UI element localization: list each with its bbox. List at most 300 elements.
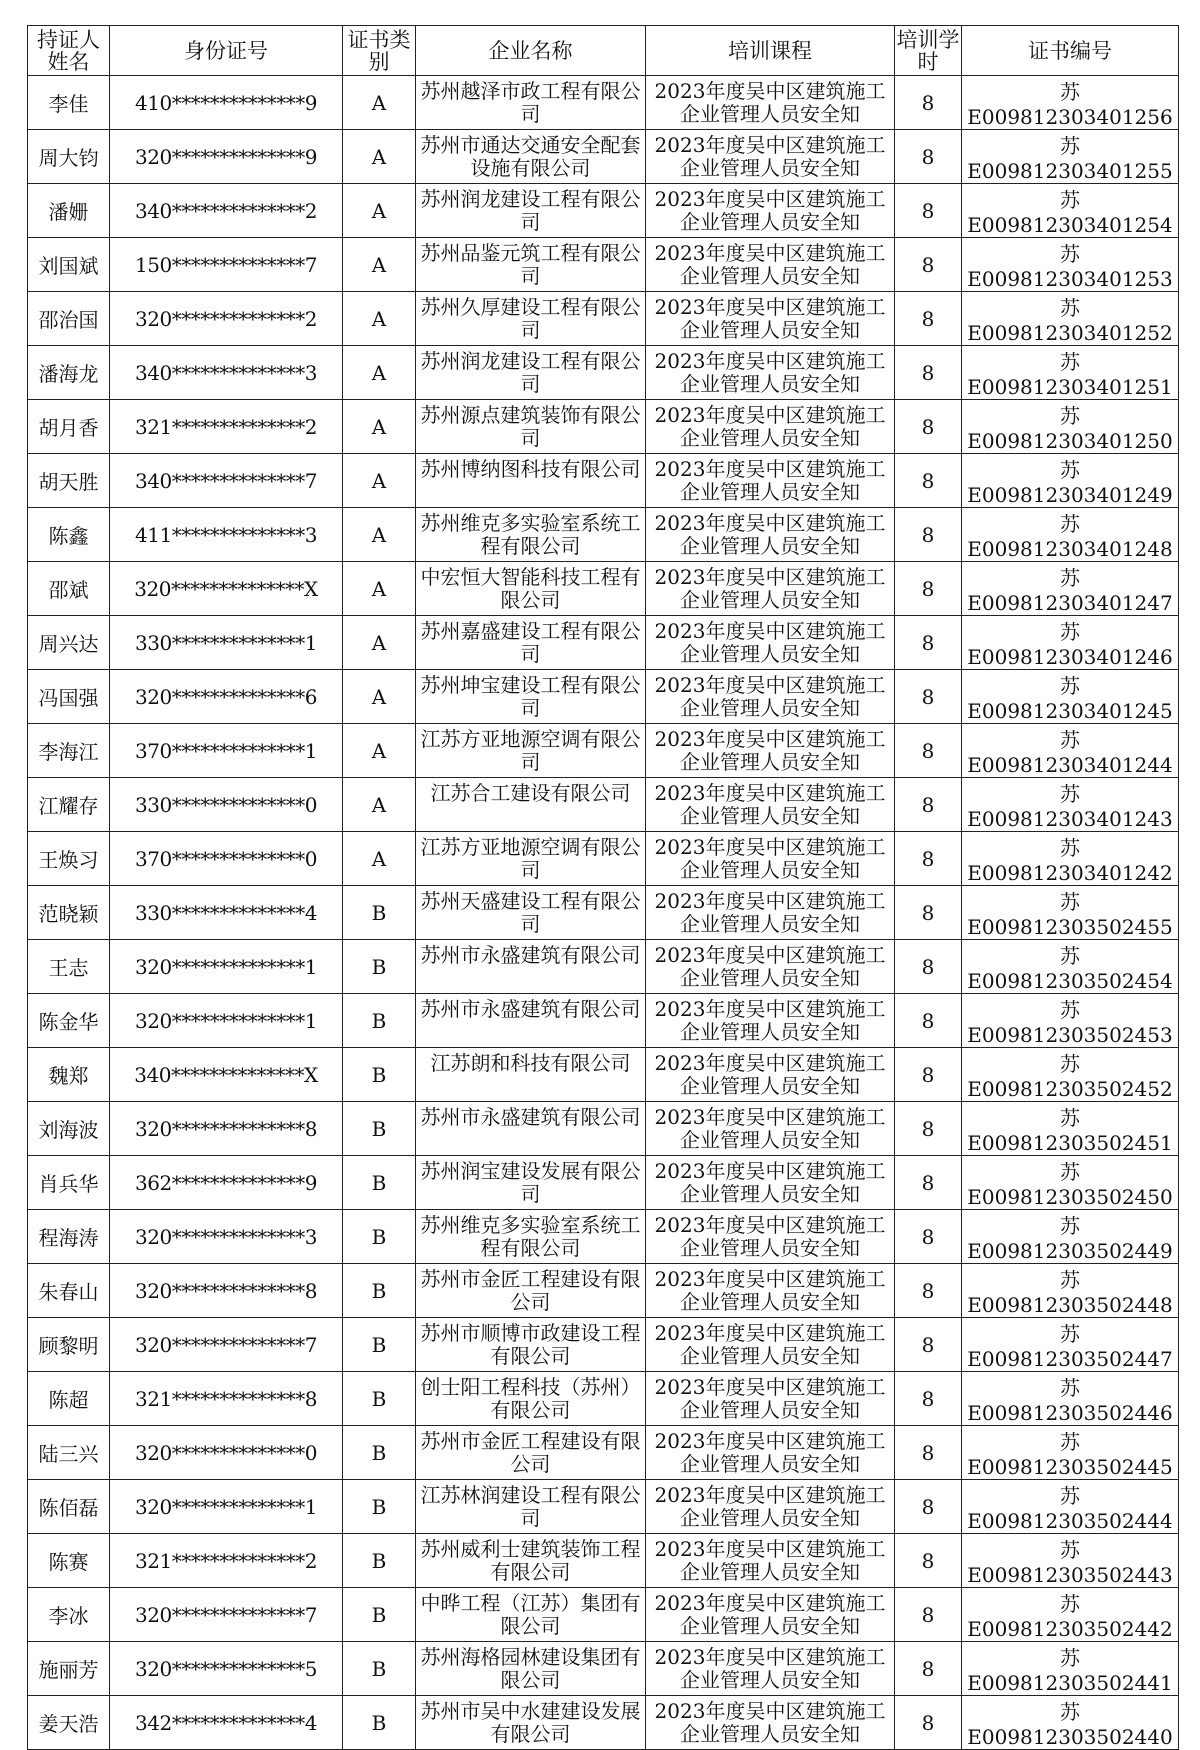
cell-cert-no: 苏E009812303401256 (962, 76, 1179, 130)
cell-company-text: 苏州久厚建设工程有限公司 (420, 295, 641, 342)
cell-hours: 8 (895, 994, 962, 1048)
cell-company-text: 江苏方亚地源空调有限公司 (420, 835, 641, 882)
cell-course-text: 2023年度吴中区建筑施工企业管理人员安全知 (654, 1267, 886, 1314)
table-row (28, 184, 1179, 238)
cell-name: 周兴达 (28, 616, 110, 670)
cell-company-text: 中宏恒大智能科技工程有限公司 (420, 565, 641, 612)
cell-id: 320**************8 (110, 1264, 343, 1318)
cell-company (416, 1048, 646, 1102)
cell-category: B (343, 1372, 416, 1426)
cell-company (416, 1372, 646, 1426)
cell-course-text: 2023年度吴中区建筑施工企业管理人员安全知 (654, 943, 886, 990)
cell-hours: 8 (895, 1264, 962, 1318)
cell-course-text: 2023年度吴中区建筑施工企业管理人员安全知 (654, 1591, 886, 1638)
cell-hours: 8 (895, 1048, 962, 1102)
cell-category: B (343, 1156, 416, 1210)
cell-category: A (343, 724, 416, 778)
cell-company-text: 苏州维克多实验室系统工程有限公司 (420, 511, 641, 558)
table-row (28, 1318, 1179, 1372)
cell-company-text: 苏州博纳图科技有限公司 (420, 457, 641, 481)
cell-id: 320**************1 (110, 994, 343, 1048)
cell-hours: 8 (895, 724, 962, 778)
cell-id: 320**************2 (110, 292, 343, 346)
cell-hours: 8 (895, 940, 962, 994)
cell-hours: 8 (895, 238, 962, 292)
cell-hours: 8 (895, 1426, 962, 1480)
cell-id: 330**************4 (110, 886, 343, 940)
table-row (28, 1156, 1179, 1210)
cell-cert-no: 苏E009812303401250 (962, 400, 1179, 454)
cell-name: 李海江 (28, 724, 110, 778)
cell-cert-no: 苏E009812303502441 (962, 1642, 1179, 1696)
cell-company-text: 苏州市永盛建筑有限公司 (420, 1105, 641, 1129)
table-header-row (28, 26, 1179, 76)
cell-company (416, 1588, 646, 1642)
cell-cert-no: 苏E009812303401248 (962, 508, 1179, 562)
cell-hours: 8 (895, 346, 962, 400)
table-row (28, 1642, 1179, 1696)
cell-category: B (343, 1264, 416, 1318)
cell-course (646, 508, 895, 562)
cell-course (646, 1156, 895, 1210)
header-name: 持证人姓名 (28, 26, 110, 76)
cell-hours: 8 (895, 76, 962, 130)
header-id: 身份证号 (110, 26, 343, 76)
cell-company (416, 778, 646, 832)
cell-category: B (343, 1048, 416, 1102)
cell-hours: 8 (895, 1156, 962, 1210)
cell-hours: 8 (895, 1534, 962, 1588)
cell-category: B (343, 1588, 416, 1642)
cell-hours: 8 (895, 1102, 962, 1156)
cell-company-text: 苏州海格园林建设集团有限公司 (420, 1645, 641, 1692)
cell-course-text: 2023年度吴中区建筑施工企业管理人员安全知 (654, 781, 886, 828)
cell-name: 刘海波 (28, 1102, 110, 1156)
cell-name: 江耀存 (28, 778, 110, 832)
cell-category: B (343, 994, 416, 1048)
cell-name: 程海涛 (28, 1210, 110, 1264)
table-row (28, 292, 1179, 346)
cell-company-text: 苏州维克多实验室系统工程有限公司 (420, 1213, 641, 1260)
cell-name: 邵斌 (28, 562, 110, 616)
cell-cert-no: 苏E009812303502443 (962, 1534, 1179, 1588)
cell-company-text: 江苏合工建设有限公司 (430, 781, 631, 805)
table-row (28, 994, 1179, 1048)
cell-course-text: 2023年度吴中区建筑施工企业管理人员安全知 (654, 1375, 886, 1422)
cell-hours: 8 (895, 832, 962, 886)
table-row (28, 1102, 1179, 1156)
cell-course (646, 76, 895, 130)
cell-cert-no: 苏E009812303401244 (962, 724, 1179, 778)
cell-category: B (343, 1480, 416, 1534)
cell-id: 362**************9 (110, 1156, 343, 1210)
cell-name: 姜天浩 (28, 1696, 110, 1750)
cell-course (646, 1264, 895, 1318)
cell-company-text: 苏州天盛建设工程有限公司 (420, 889, 641, 936)
cell-id: 330**************0 (110, 778, 343, 832)
cell-course (646, 1534, 895, 1588)
cell-id: 320**************7 (110, 1318, 343, 1372)
cell-course (646, 1048, 895, 1102)
cell-course-text: 2023年度吴中区建筑施工企业管理人员安全知 (654, 889, 886, 936)
cell-name: 陈金华 (28, 994, 110, 1048)
cell-company (416, 1642, 646, 1696)
cell-company (416, 616, 646, 670)
cell-category: A (343, 508, 416, 562)
cell-company-text: 中晔工程（江苏）集团有限公司 (420, 1591, 641, 1638)
cell-hours: 8 (895, 184, 962, 238)
cell-cert-no: 苏E009812303401255 (962, 130, 1179, 184)
cell-company (416, 1264, 646, 1318)
cell-name: 魏郑 (28, 1048, 110, 1102)
cell-cert-no: 苏E009812303502452 (962, 1048, 1179, 1102)
cell-name: 陈佰磊 (28, 1480, 110, 1534)
cell-category: A (343, 292, 416, 346)
cell-course-text: 2023年度吴中区建筑施工企业管理人员安全知 (654, 619, 886, 666)
cell-category: B (343, 1102, 416, 1156)
cell-company-text: 江苏朗和科技有限公司 (430, 1051, 631, 1075)
header-hours: 培训学时 (896, 27, 960, 74)
cell-name: 朱春山 (28, 1264, 110, 1318)
cell-course-text: 2023年度吴中区建筑施工企业管理人员安全知 (654, 295, 886, 342)
cell-course-text: 2023年度吴中区建筑施工企业管理人员安全知 (654, 1321, 886, 1368)
cell-category: B (343, 1426, 416, 1480)
cell-name: 范晓颖 (28, 886, 110, 940)
cell-id: 321**************8 (110, 1372, 343, 1426)
cell-company (416, 130, 646, 184)
cell-company (416, 940, 646, 994)
cell-company-text: 苏州润龙建设工程有限公司 (420, 349, 641, 396)
cell-company (416, 292, 646, 346)
cell-id: 321**************2 (110, 1534, 343, 1588)
cell-cert-no: 苏E009812303502447 (962, 1318, 1179, 1372)
cell-name: 陈鑫 (28, 508, 110, 562)
cell-id: 370**************1 (110, 724, 343, 778)
cell-hours: 8 (895, 130, 962, 184)
cell-course (646, 994, 895, 1048)
cell-hours: 8 (895, 454, 962, 508)
cell-cert-no: 苏E009812303401251 (962, 346, 1179, 400)
cell-course (646, 832, 895, 886)
table-row (28, 778, 1179, 832)
cell-id: 370**************0 (110, 832, 343, 886)
cell-course-text: 2023年度吴中区建筑施工企业管理人员安全知 (654, 187, 886, 234)
cell-course (646, 1642, 895, 1696)
header-category: 证书类别 (343, 26, 416, 76)
cell-course (646, 1588, 895, 1642)
cell-course-text: 2023年度吴中区建筑施工企业管理人员安全知 (654, 403, 886, 450)
cell-course (646, 1696, 895, 1750)
cell-course-text: 2023年度吴中区建筑施工企业管理人员安全知 (654, 349, 886, 396)
cell-hours: 8 (895, 1210, 962, 1264)
cell-company-text: 苏州市金匠工程建设有限公司 (420, 1429, 641, 1476)
cell-company (416, 1534, 646, 1588)
cell-company-text: 江苏方亚地源空调有限公司 (420, 727, 641, 774)
cell-course (646, 616, 895, 670)
cell-course-text: 2023年度吴中区建筑施工企业管理人员安全知 (654, 727, 886, 774)
table-row (28, 76, 1179, 130)
cell-company (416, 238, 646, 292)
cell-company-text: 苏州市永盛建筑有限公司 (420, 943, 641, 967)
cell-id: 330**************1 (110, 616, 343, 670)
table-row (28, 508, 1179, 562)
cell-hours: 8 (895, 1642, 962, 1696)
cell-id: 410**************9 (110, 76, 343, 130)
cell-category: A (343, 562, 416, 616)
cell-course (646, 1210, 895, 1264)
table-row (28, 238, 1179, 292)
cell-cert-no: 苏E009812303401242 (962, 832, 1179, 886)
cell-cert-no: 苏E009812303401246 (962, 616, 1179, 670)
certificate-table (27, 25, 1179, 1750)
cell-company (416, 1480, 646, 1534)
cell-hours: 8 (895, 778, 962, 832)
cell-category: A (343, 454, 416, 508)
cell-course-text: 2023年度吴中区建筑施工企业管理人员安全知 (654, 673, 886, 720)
cell-course-text: 2023年度吴中区建筑施工企业管理人员安全知 (654, 511, 886, 558)
cell-category: A (343, 184, 416, 238)
cell-course-text: 2023年度吴中区建筑施工企业管理人员安全知 (654, 565, 886, 612)
cell-company (416, 76, 646, 130)
cell-course-text: 2023年度吴中区建筑施工企业管理人员安全知 (654, 1105, 886, 1152)
cell-hours: 8 (895, 508, 962, 562)
cell-category: B (343, 1696, 416, 1750)
cell-hours: 8 (895, 616, 962, 670)
cell-company (416, 346, 646, 400)
cell-course (646, 1318, 895, 1372)
cell-cert-no: 苏E009812303502455 (962, 886, 1179, 940)
cell-course (646, 454, 895, 508)
header-cert-no: 证书编号 (962, 26, 1179, 76)
cell-name: 冯国强 (28, 670, 110, 724)
table-row (28, 1048, 1179, 1102)
cell-category: B (343, 886, 416, 940)
cell-course (646, 1426, 895, 1480)
cell-company (416, 832, 646, 886)
cell-course (646, 670, 895, 724)
cell-company-text: 苏州市通达交通安全配套设施有限公司 (420, 133, 641, 180)
cell-name: 李冰 (28, 1588, 110, 1642)
cell-course-text: 2023年度吴中区建筑施工企业管理人员安全知 (654, 1537, 886, 1584)
cell-course-text: 2023年度吴中区建筑施工企业管理人员安全知 (654, 1645, 886, 1692)
cell-name: 施丽芳 (28, 1642, 110, 1696)
cell-category: B (343, 1318, 416, 1372)
cell-course (646, 1102, 895, 1156)
cell-hours: 8 (895, 1318, 962, 1372)
cell-category: A (343, 346, 416, 400)
cell-cert-no: 苏E009812303502454 (962, 940, 1179, 994)
cell-company-text: 苏州威利士建筑装饰工程有限公司 (420, 1537, 641, 1584)
cell-name: 胡月香 (28, 400, 110, 454)
cell-id: 320**************6 (110, 670, 343, 724)
table-row (28, 1372, 1179, 1426)
cell-id: 320**************8 (110, 1102, 343, 1156)
cell-company (416, 724, 646, 778)
cell-cert-no: 苏E009812303502453 (962, 994, 1179, 1048)
cell-id: 320**************1 (110, 1480, 343, 1534)
cell-name: 胡天胜 (28, 454, 110, 508)
cell-company-text: 苏州市永盛建筑有限公司 (420, 997, 641, 1021)
cell-company-text: 苏州市吴中水建建设发展有限公司 (420, 1699, 641, 1746)
table-row (28, 1264, 1179, 1318)
cell-name: 陆三兴 (28, 1426, 110, 1480)
cell-hours: 8 (895, 1372, 962, 1426)
cell-hours: 8 (895, 400, 962, 454)
cell-category: A (343, 778, 416, 832)
cell-company (416, 1696, 646, 1750)
cell-cert-no: 苏E009812303502446 (962, 1372, 1179, 1426)
cell-cert-no: 苏E009812303502449 (962, 1210, 1179, 1264)
table-row (28, 1480, 1179, 1534)
table-row (28, 886, 1179, 940)
table-row (28, 1426, 1179, 1480)
cell-id: 340**************3 (110, 346, 343, 400)
cell-category: B (343, 1534, 416, 1588)
cell-id: 411**************3 (110, 508, 343, 562)
cell-name: 顾黎明 (28, 1318, 110, 1372)
cell-name: 潘海龙 (28, 346, 110, 400)
table-row (28, 670, 1179, 724)
cell-id: 320**************3 (110, 1210, 343, 1264)
cell-course-text: 2023年度吴中区建筑施工企业管理人员安全知 (654, 1051, 886, 1098)
cell-company-text: 苏州品鉴元筑工程有限公司 (420, 241, 641, 288)
table-row (28, 400, 1179, 454)
cell-cert-no: 苏E009812303502448 (962, 1264, 1179, 1318)
cell-course (646, 886, 895, 940)
cell-hours: 8 (895, 886, 962, 940)
cell-category: A (343, 670, 416, 724)
cell-company (416, 994, 646, 1048)
cell-company-text: 苏州坤宝建设工程有限公司 (420, 673, 641, 720)
table-row (28, 454, 1179, 508)
cell-cert-no: 苏E009812303401252 (962, 292, 1179, 346)
header-company: 企业名称 (416, 26, 646, 76)
cell-course-text: 2023年度吴中区建筑施工企业管理人员安全知 (654, 1159, 886, 1206)
cell-course (646, 238, 895, 292)
cell-course (646, 1480, 895, 1534)
table-row (28, 832, 1179, 886)
cell-course (646, 940, 895, 994)
cell-category: B (343, 940, 416, 994)
cell-company-text: 苏州市金匠工程建设有限公司 (420, 1267, 641, 1314)
cell-company (416, 1156, 646, 1210)
cell-cert-no: 苏E009812303401247 (962, 562, 1179, 616)
cell-course (646, 1372, 895, 1426)
cell-category: A (343, 76, 416, 130)
cell-name: 潘姗 (28, 184, 110, 238)
cell-category: B (343, 1642, 416, 1696)
cell-id: 320**************9 (110, 130, 343, 184)
cell-id: 340**************X (110, 1048, 343, 1102)
cell-course-text: 2023年度吴中区建筑施工企业管理人员安全知 (654, 1429, 886, 1476)
cell-company-text: 苏州润龙建设工程有限公司 (420, 187, 641, 234)
cell-category: A (343, 616, 416, 670)
cell-course-text: 2023年度吴中区建筑施工企业管理人员安全知 (654, 835, 886, 882)
cell-company (416, 508, 646, 562)
cell-course (646, 130, 895, 184)
cell-id: 340**************2 (110, 184, 343, 238)
cell-hours: 8 (895, 1588, 962, 1642)
cell-course (646, 292, 895, 346)
cell-course (646, 400, 895, 454)
table-row (28, 1696, 1179, 1750)
cell-cert-no: 苏E009812303502444 (962, 1480, 1179, 1534)
table-row (28, 1534, 1179, 1588)
cell-name: 王志 (28, 940, 110, 994)
cell-category: B (343, 1210, 416, 1264)
cell-id: 342**************4 (110, 1696, 343, 1750)
cell-course-text: 2023年度吴中区建筑施工企业管理人员安全知 (654, 133, 886, 180)
cell-course-text: 2023年度吴中区建筑施工企业管理人员安全知 (654, 1699, 886, 1746)
cell-company-text: 苏州市顺博市政建设工程有限公司 (420, 1321, 641, 1368)
cell-course-text: 2023年度吴中区建筑施工企业管理人员安全知 (654, 1213, 886, 1260)
cell-id: 320**************X (110, 562, 343, 616)
cell-name: 陈超 (28, 1372, 110, 1426)
header-course: 培训课程 (646, 26, 895, 76)
cell-course-text: 2023年度吴中区建筑施工企业管理人员安全知 (654, 241, 886, 288)
cell-name: 李佳 (28, 76, 110, 130)
cell-course (646, 724, 895, 778)
cell-cert-no: 苏E009812303401253 (962, 238, 1179, 292)
cell-company-text: 苏州源点建筑装饰有限公司 (420, 403, 641, 450)
cell-company (416, 886, 646, 940)
cell-company (416, 670, 646, 724)
cell-company (416, 184, 646, 238)
cell-cert-no: 苏E009812303502450 (962, 1156, 1179, 1210)
cell-company (416, 562, 646, 616)
cell-cert-no: 苏E009812303502440 (962, 1696, 1179, 1750)
cell-cert-no: 苏E009812303401254 (962, 184, 1179, 238)
cell-company-text: 苏州嘉盛建设工程有限公司 (420, 619, 641, 666)
cell-id: 320**************1 (110, 940, 343, 994)
cell-company (416, 1318, 646, 1372)
table-row (28, 130, 1179, 184)
cell-company (416, 1426, 646, 1480)
cell-company-text: 江苏林润建设工程有限公司 (420, 1483, 641, 1530)
cell-cert-no: 苏E009812303502445 (962, 1426, 1179, 1480)
cell-course (646, 184, 895, 238)
cell-hours: 8 (895, 1696, 962, 1750)
cell-name: 王焕习 (28, 832, 110, 886)
cell-hours: 8 (895, 1480, 962, 1534)
table-row (28, 1588, 1179, 1642)
cell-course (646, 778, 895, 832)
cell-cert-no: 苏E009812303401245 (962, 670, 1179, 724)
cell-category: A (343, 238, 416, 292)
cell-course-text: 2023年度吴中区建筑施工企业管理人员安全知 (654, 997, 886, 1044)
cell-id: 320**************5 (110, 1642, 343, 1696)
cell-company-text: 苏州润宝建设发展有限公司 (420, 1159, 641, 1206)
cell-cert-no: 苏E009812303401249 (962, 454, 1179, 508)
cell-hours: 8 (895, 292, 962, 346)
cell-company-text: 苏州越泽市政工程有限公司 (420, 79, 641, 126)
cell-cert-no: 苏E009812303401243 (962, 778, 1179, 832)
table-row (28, 724, 1179, 778)
cell-company (416, 454, 646, 508)
cell-company-text: 创士阳工程科技（苏州）有限公司 (420, 1375, 641, 1422)
cell-name: 陈赛 (28, 1534, 110, 1588)
cell-hours: 8 (895, 670, 962, 724)
cell-name: 邵治国 (28, 292, 110, 346)
cell-cert-no: 苏E009812303502451 (962, 1102, 1179, 1156)
cell-company (416, 1210, 646, 1264)
cell-company (416, 1102, 646, 1156)
cell-name: 肖兵华 (28, 1156, 110, 1210)
cell-category: A (343, 130, 416, 184)
cell-category: A (343, 400, 416, 454)
cell-company (416, 400, 646, 454)
cell-hours: 8 (895, 562, 962, 616)
